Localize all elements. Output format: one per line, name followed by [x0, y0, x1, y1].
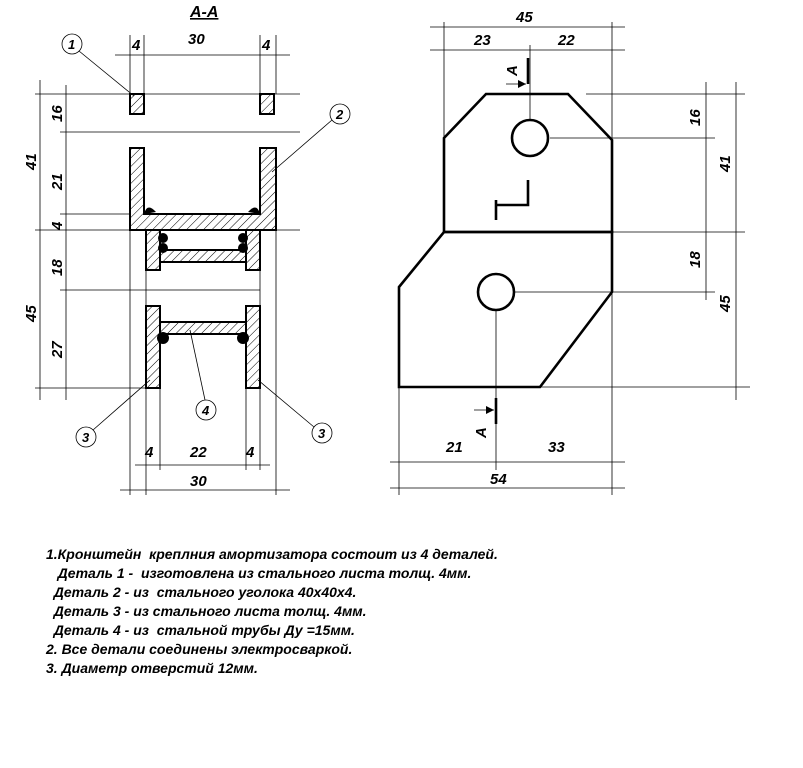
- part-3-left-upper: [146, 230, 160, 270]
- weld-dot: [237, 332, 249, 344]
- section-mark-top: А: [504, 65, 521, 76]
- section-cut-mark: [496, 180, 528, 205]
- hole-lower: [478, 274, 514, 310]
- part-1-right-block: [260, 94, 274, 114]
- arrow-head-top: [518, 80, 526, 88]
- front-view: [390, 9, 750, 495]
- dim-right-top-22: 22: [558, 32, 575, 49]
- part-4-tube-upper: [160, 250, 246, 262]
- lower-plate-outline: [399, 232, 612, 387]
- svg-text:1: 1: [68, 37, 76, 52]
- note-line: Деталь 3 - из стального листа толщ. 4мм.: [46, 603, 367, 619]
- dim-left-21: 21: [49, 173, 66, 190]
- note-line: Деталь 1 - изготовлена из стального листа толщ. 4мм.: [46, 565, 472, 581]
- part-4-tube-lower: [160, 322, 246, 334]
- dim-right-45: 45: [717, 295, 734, 312]
- weld-dot: [158, 233, 168, 243]
- svg-text:3: 3: [318, 426, 326, 441]
- front-right-dims: [515, 82, 750, 400]
- section-view: [23, 4, 350, 495]
- weld-dot: [157, 332, 169, 344]
- dim-left-45: 45: [23, 305, 40, 322]
- dim-left-27: 27: [49, 341, 66, 358]
- note-line: 3. Диаметр отверстий 12мм.: [46, 660, 258, 676]
- dim-right-18: 18: [687, 251, 704, 268]
- section-title: А-А: [190, 4, 219, 21]
- dim-right-bottom-33: 33: [548, 439, 565, 456]
- arrow-head-bottom: [486, 406, 494, 414]
- dim-left-16: 16: [49, 105, 66, 122]
- part-1-left-block: [130, 94, 144, 114]
- weld-dot: [238, 243, 248, 253]
- dim-right-41: 41: [717, 155, 734, 172]
- part-3-right-upper: [246, 230, 260, 270]
- dim-bottom-4-right: 4: [246, 444, 255, 461]
- dim-bottom-22: 22: [190, 444, 207, 461]
- weld-dot: [238, 233, 248, 243]
- dim-top-4-right: 4: [262, 37, 271, 54]
- balloon-3-right: [258, 380, 332, 443]
- upper-plate-outline: [444, 94, 612, 232]
- dim-bottom-4-left: 4: [145, 444, 154, 461]
- balloon-4: [190, 330, 216, 420]
- dim-left-18: 18: [49, 259, 66, 276]
- balloon-2: [272, 104, 350, 172]
- section-mark-bottom: А: [473, 427, 490, 438]
- part-3-left-lower: [146, 306, 160, 388]
- part-2-angle: [130, 148, 276, 230]
- dim-right-bottom-54: 54: [490, 471, 507, 488]
- note-line: 2. Все детали соединены электросваркой.: [46, 641, 353, 657]
- dim-right-top-45: 45: [516, 9, 533, 26]
- dim-bottom-30: 30: [190, 473, 207, 490]
- notes-block: [46, 545, 746, 678]
- svg-text:4: 4: [202, 403, 210, 418]
- dim-top-30: 30: [188, 31, 205, 48]
- balloon-3-left: [76, 380, 150, 447]
- dim-right-16: 16: [687, 109, 704, 126]
- weld-dot: [158, 243, 168, 253]
- balloon-1: [62, 34, 134, 96]
- note-line: Деталь 2 - из стального уголока 40х40х4.: [46, 584, 357, 600]
- note-line: Деталь 4 - из стальной трубы Ду =15мм.: [46, 622, 355, 638]
- svg-text:2: 2: [336, 107, 344, 122]
- dim-right-top-23: 23: [474, 32, 491, 49]
- note-line: 1.Кронштейн креплния амортизатора состоит из 4 деталей.: [46, 546, 498, 562]
- hole-upper: [512, 120, 548, 156]
- dim-top-4-left: 4: [132, 37, 141, 54]
- dim-left-41: 41: [23, 153, 40, 170]
- part-3-right-lower: [246, 306, 260, 388]
- svg-text:3: 3: [82, 430, 90, 445]
- dim-right-bottom-21: 21: [446, 439, 463, 456]
- dim-left-4: 4: [49, 221, 66, 230]
